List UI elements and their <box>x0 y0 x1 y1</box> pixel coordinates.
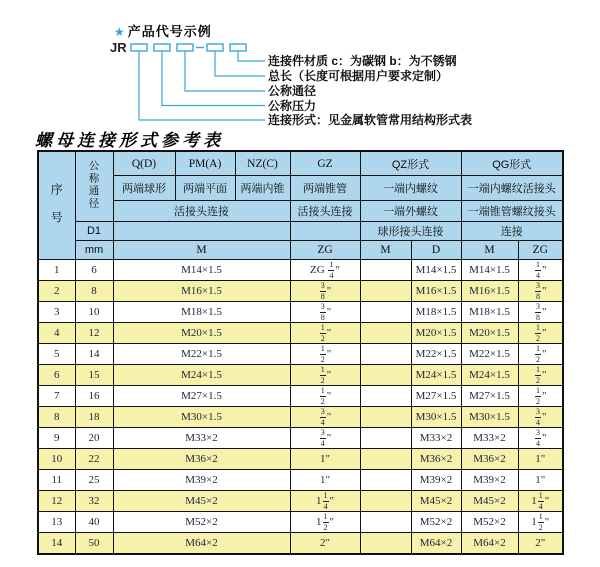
table-row <box>38 470 563 491</box>
header-zg1: ZG <box>290 241 360 260</box>
cell-gz-thread: 2" <box>290 533 360 555</box>
fraction: $\frac{3}{4}$ <box>536 407 540 427</box>
cell-qg-m: M27×1.5 <box>461 386 518 407</box>
cell-diameter: 12 <box>75 323 113 344</box>
cell-diameter: 40 <box>75 512 113 533</box>
cell-qg-m: M24×1.5 <box>461 365 518 386</box>
header-q-desc: 两端球形 <box>113 176 175 201</box>
header-blank-left <box>113 222 290 241</box>
fraction: $\frac{1}{2}$ <box>536 344 540 364</box>
fraction: $\frac{3}{8}$ <box>536 281 540 301</box>
cell-serial: 11 <box>38 470 75 491</box>
fraction: $\frac{3}{4}$ <box>320 428 325 448</box>
cell-qz-d: M30×1.5 <box>411 407 461 428</box>
header-nz-desc: 两端内锥 <box>235 176 290 201</box>
cell-qg-m: M39×2 <box>461 470 518 491</box>
cell-qg-m: M64×2 <box>461 533 518 555</box>
cell-serial: 10 <box>38 449 75 470</box>
header-gz: GZ <box>290 151 360 176</box>
table-row <box>38 302 563 323</box>
cell-serial: 8 <box>38 407 75 428</box>
cell-qz-d: M45×2 <box>411 491 461 512</box>
cell-qz-d: M33×2 <box>411 428 461 449</box>
cell-diameter: 50 <box>75 533 113 555</box>
cell-qg-m: M20×1.5 <box>461 323 518 344</box>
cell-serial: 3 <box>38 302 75 323</box>
cell-qg-zg: $\frac{1}{4}$ " <box>518 260 563 281</box>
cell-gz-thread: 1" <box>290 470 360 491</box>
fraction: $\frac{3}{8}$ <box>536 302 540 322</box>
header-gz-connection: 活接头连接 <box>290 201 360 222</box>
code-label-material: 连接件材质 c：为碳钢 b：为不锈钢 <box>268 54 457 68</box>
header-union-connection: 活接头连接 <box>113 201 290 222</box>
fraction: $\frac{1}{4}$ <box>329 260 334 280</box>
fraction: $\frac{1}{4}$ <box>536 260 540 280</box>
cell-qg-m: M16×1.5 <box>461 281 518 302</box>
cell-diameter: 22 <box>75 449 113 470</box>
code-label-length: 总长（长度可根据用户要求定制） <box>268 69 449 83</box>
cell-diameter: 6 <box>75 260 113 281</box>
cell-qz-m <box>360 302 411 323</box>
cell-gz-thread: $\frac{3}{8}$ " <box>290 302 360 323</box>
leader-line-2 <box>162 51 265 106</box>
header-m2: M <box>360 241 411 260</box>
fraction: $\frac{1}{2}$ <box>320 344 325 364</box>
header-qz-connection: 球形接头连接 <box>360 222 461 241</box>
table-row <box>38 512 563 533</box>
fraction: $\frac{1}{2}$ <box>538 512 543 532</box>
cell-m-thread: M52×2 <box>113 512 290 533</box>
table-header <box>38 151 563 260</box>
cell-qz-d: M16×1.5 <box>411 281 461 302</box>
header-pm: PM(A) <box>175 151 235 176</box>
cell-serial: 1 <box>38 260 75 281</box>
product-code-title-text: 产品代号示例 <box>127 24 212 39</box>
cell-qz-d: M24×1.5 <box>411 365 461 386</box>
table-row <box>38 344 563 365</box>
header-qg: QG形式 <box>461 151 563 176</box>
cell-diameter: 14 <box>75 344 113 365</box>
header-qg-desc2: 一端锥管螺纹接头 <box>461 201 563 222</box>
cell-qg-zg: $\frac{1}{2}$ " <box>518 386 563 407</box>
cell-diameter: 10 <box>75 302 113 323</box>
cell-qg-zg: $\frac{3}{4}$ " <box>518 407 563 428</box>
code-box-1 <box>131 44 147 51</box>
cell-qz-d: M18×1.5 <box>411 302 461 323</box>
header-qg-connection: 连接 <box>461 222 563 241</box>
cell-qg-zg: 1 $\frac{1}{2}$ " <box>518 512 563 533</box>
header-gz-desc: 两端锥管 <box>290 176 360 201</box>
cell-qz-m <box>360 323 411 344</box>
fraction: $\frac{3}{8}$ <box>320 302 325 322</box>
cell-gz-thread: $\frac{1}{2}$ " <box>290 386 360 407</box>
fraction: $\frac{1}{2}$ <box>323 512 328 532</box>
cell-gz-thread: 1" <box>290 449 360 470</box>
code-box-5 <box>230 44 246 51</box>
cell-qg-zg: $\frac{3}{4}$ " <box>518 428 563 449</box>
cell-qg-m: M36×2 <box>461 449 518 470</box>
cell-qg-zg: $\frac{1}{2}$ " <box>518 365 563 386</box>
cell-m-thread: M24×1.5 <box>113 365 290 386</box>
cell-qg-zg: $\frac{3}{8}$ " <box>518 281 563 302</box>
cell-m-thread: M45×2 <box>113 491 290 512</box>
code-label-pressure: 公称压力 <box>268 98 317 113</box>
cell-qz-d: M64×2 <box>411 533 461 555</box>
header-qz-desc1: 一端内螺纹 <box>360 176 461 201</box>
cell-gz-thread: ZG $\frac{1}{4}$ " <box>290 260 360 281</box>
header-diameter-label: 公称通径 <box>87 160 100 210</box>
cell-qz-m <box>360 449 411 470</box>
cell-qz-d: M36×2 <box>411 449 461 470</box>
table-title: 螺母连接形式参考表 <box>35 131 224 151</box>
cell-gz-thread: $\frac{3}{4}$ " <box>290 428 360 449</box>
cell-qg-zg: 1 $\frac{1}{4}$ " <box>518 491 563 512</box>
header-serial-label: 序号 <box>49 183 64 239</box>
cell-m-thread: M22×1.5 <box>113 344 290 365</box>
table-row <box>38 533 563 555</box>
cell-qz-m <box>360 260 411 281</box>
cell-qg-zg: 1" <box>518 449 563 470</box>
header-d2: D <box>411 241 461 260</box>
table-row <box>38 365 563 386</box>
cell-serial: 14 <box>38 533 75 555</box>
cell-qg-zg: $\frac{1}{2}$ " <box>518 323 563 344</box>
cell-qg-m: M33×2 <box>461 428 518 449</box>
table-row <box>38 449 563 470</box>
header-m3: M <box>461 241 518 260</box>
cell-qg-zg: 2" <box>518 533 563 555</box>
header-serial <box>38 151 75 260</box>
cell-qz-d: M20×1.5 <box>411 323 461 344</box>
cell-serial: 6 <box>38 365 75 386</box>
header-blank-gz <box>290 222 360 241</box>
cell-gz-thread: 1 $\frac{1}{2}$ " <box>290 512 360 533</box>
cell-diameter: 8 <box>75 281 113 302</box>
cell-qg-m: M45×2 <box>461 491 518 512</box>
table-body <box>38 260 563 555</box>
code-label-diameter: 公称通径 <box>268 84 317 98</box>
header-diameter <box>75 151 113 222</box>
cell-diameter: 18 <box>75 407 113 428</box>
cell-qg-zg: $\frac{3}{8}$ " <box>518 302 563 323</box>
fraction: $\frac{1}{4}$ <box>323 491 328 511</box>
cell-m-thread: M18×1.5 <box>113 302 290 323</box>
cell-m-thread: M36×2 <box>113 449 290 470</box>
cell-qz-m <box>360 281 411 302</box>
cell-qz-m <box>360 533 411 555</box>
cell-qg-m: M22×1.5 <box>461 344 518 365</box>
nut-connection-reference-table <box>37 150 564 555</box>
cell-qz-m <box>360 407 411 428</box>
cell-qz-m <box>360 428 411 449</box>
header-qz: QZ形式 <box>360 151 461 176</box>
cell-gz-thread: $\frac{3}{4}$ " <box>290 407 360 428</box>
cell-serial: 2 <box>38 281 75 302</box>
fraction: $\frac{1}{2}$ <box>536 365 540 385</box>
cell-qz-d: M52×2 <box>411 512 461 533</box>
fraction: $\frac{3}{8}$ <box>320 281 325 301</box>
fraction: $\frac{1}{2}$ <box>320 365 325 385</box>
cell-m-thread: M64×2 <box>113 533 290 555</box>
cell-m-thread: M27×1.5 <box>113 386 290 407</box>
cell-qz-m <box>360 386 411 407</box>
star-icon: ★ <box>114 25 126 39</box>
cell-qg-m: M30×1.5 <box>461 407 518 428</box>
cell-gz-thread: $\frac{1}{2}$ " <box>290 365 360 386</box>
fraction: $\frac{3}{4}$ <box>536 428 540 448</box>
cell-qg-m: M14×1.5 <box>461 260 518 281</box>
cell-gz-thread: $\frac{1}{2}$ " <box>290 323 360 344</box>
cell-diameter: 15 <box>75 365 113 386</box>
cell-m-thread: M30×1.5 <box>113 407 290 428</box>
header-qz-desc2: 一端外螺纹 <box>360 201 461 222</box>
table-row <box>38 260 563 281</box>
header-m1: M <box>113 241 290 260</box>
code-box-2 <box>154 44 170 51</box>
cell-serial: 7 <box>38 386 75 407</box>
cell-diameter: 25 <box>75 470 113 491</box>
cell-diameter: 32 <box>75 491 113 512</box>
product-code-prefix: JR <box>110 40 127 55</box>
header-qg-desc1: 一端内螺纹活接头 <box>461 176 563 201</box>
cell-qz-m <box>360 344 411 365</box>
fraction: $\frac{1}{2}$ <box>536 323 540 343</box>
code-box-3 <box>177 44 193 51</box>
leader-line-4 <box>215 51 265 76</box>
cell-m-thread: M14×1.5 <box>113 260 290 281</box>
header-pm-desc: 两端平面 <box>175 176 235 201</box>
cell-qz-d: M27×1.5 <box>411 386 461 407</box>
fraction: $\frac{1}{2}$ <box>536 386 540 406</box>
fraction: $\frac{3}{4}$ <box>320 407 325 427</box>
cell-diameter: 20 <box>75 428 113 449</box>
table-row <box>38 428 563 449</box>
table-row <box>38 386 563 407</box>
cell-serial: 9 <box>38 428 75 449</box>
fraction: $\frac{1}{2}$ <box>320 386 325 406</box>
table-row <box>38 281 563 302</box>
cell-m-thread: M20×1.5 <box>113 323 290 344</box>
code-label-conn-form: 连接形式：见金属软管常用结构形式表 <box>268 113 473 127</box>
cell-qg-zg: 1" <box>518 470 563 491</box>
header-q: Q(D) <box>113 151 175 176</box>
cell-qg-zg: $\frac{1}{2}$ " <box>518 344 563 365</box>
cell-qg-m: M18×1.5 <box>461 302 518 323</box>
header-d1: D1 <box>75 222 113 241</box>
cell-m-thread: M16×1.5 <box>113 281 290 302</box>
cell-serial: 4 <box>38 323 75 344</box>
header-zg3: ZG <box>518 241 563 260</box>
cell-qz-m <box>360 470 411 491</box>
table-row <box>38 323 563 344</box>
cell-qg-m: M52×2 <box>461 512 518 533</box>
leader-line-5 <box>238 51 265 61</box>
code-box-4 <box>207 44 223 51</box>
cell-qz-d: M22×1.5 <box>411 344 461 365</box>
cell-qz-m <box>360 365 411 386</box>
cell-qz-d: M39×2 <box>411 470 461 491</box>
table-row <box>38 491 563 512</box>
cell-diameter: 16 <box>75 386 113 407</box>
cell-serial: 12 <box>38 491 75 512</box>
cell-gz-thread: $\frac{1}{2}$ " <box>290 344 360 365</box>
table-row <box>38 407 563 428</box>
cell-m-thread: M33×2 <box>113 428 290 449</box>
cell-m-thread: M39×2 <box>113 470 290 491</box>
cell-qz-d: M14×1.5 <box>411 260 461 281</box>
cell-qz-m <box>360 512 411 533</box>
cell-gz-thread: 1 $\frac{1}{4}$ " <box>290 491 360 512</box>
cell-gz-thread: $\frac{3}{8}$ " <box>290 281 360 302</box>
cell-qz-m <box>360 491 411 512</box>
header-nz: NZ(C) <box>235 151 290 176</box>
cell-serial: 13 <box>38 512 75 533</box>
cell-serial: 5 <box>38 344 75 365</box>
leader-line-3 <box>185 51 265 91</box>
fraction: $\frac{1}{4}$ <box>538 491 543 511</box>
fraction: $\frac{1}{2}$ <box>320 323 325 343</box>
header-mm: mm <box>75 241 113 260</box>
